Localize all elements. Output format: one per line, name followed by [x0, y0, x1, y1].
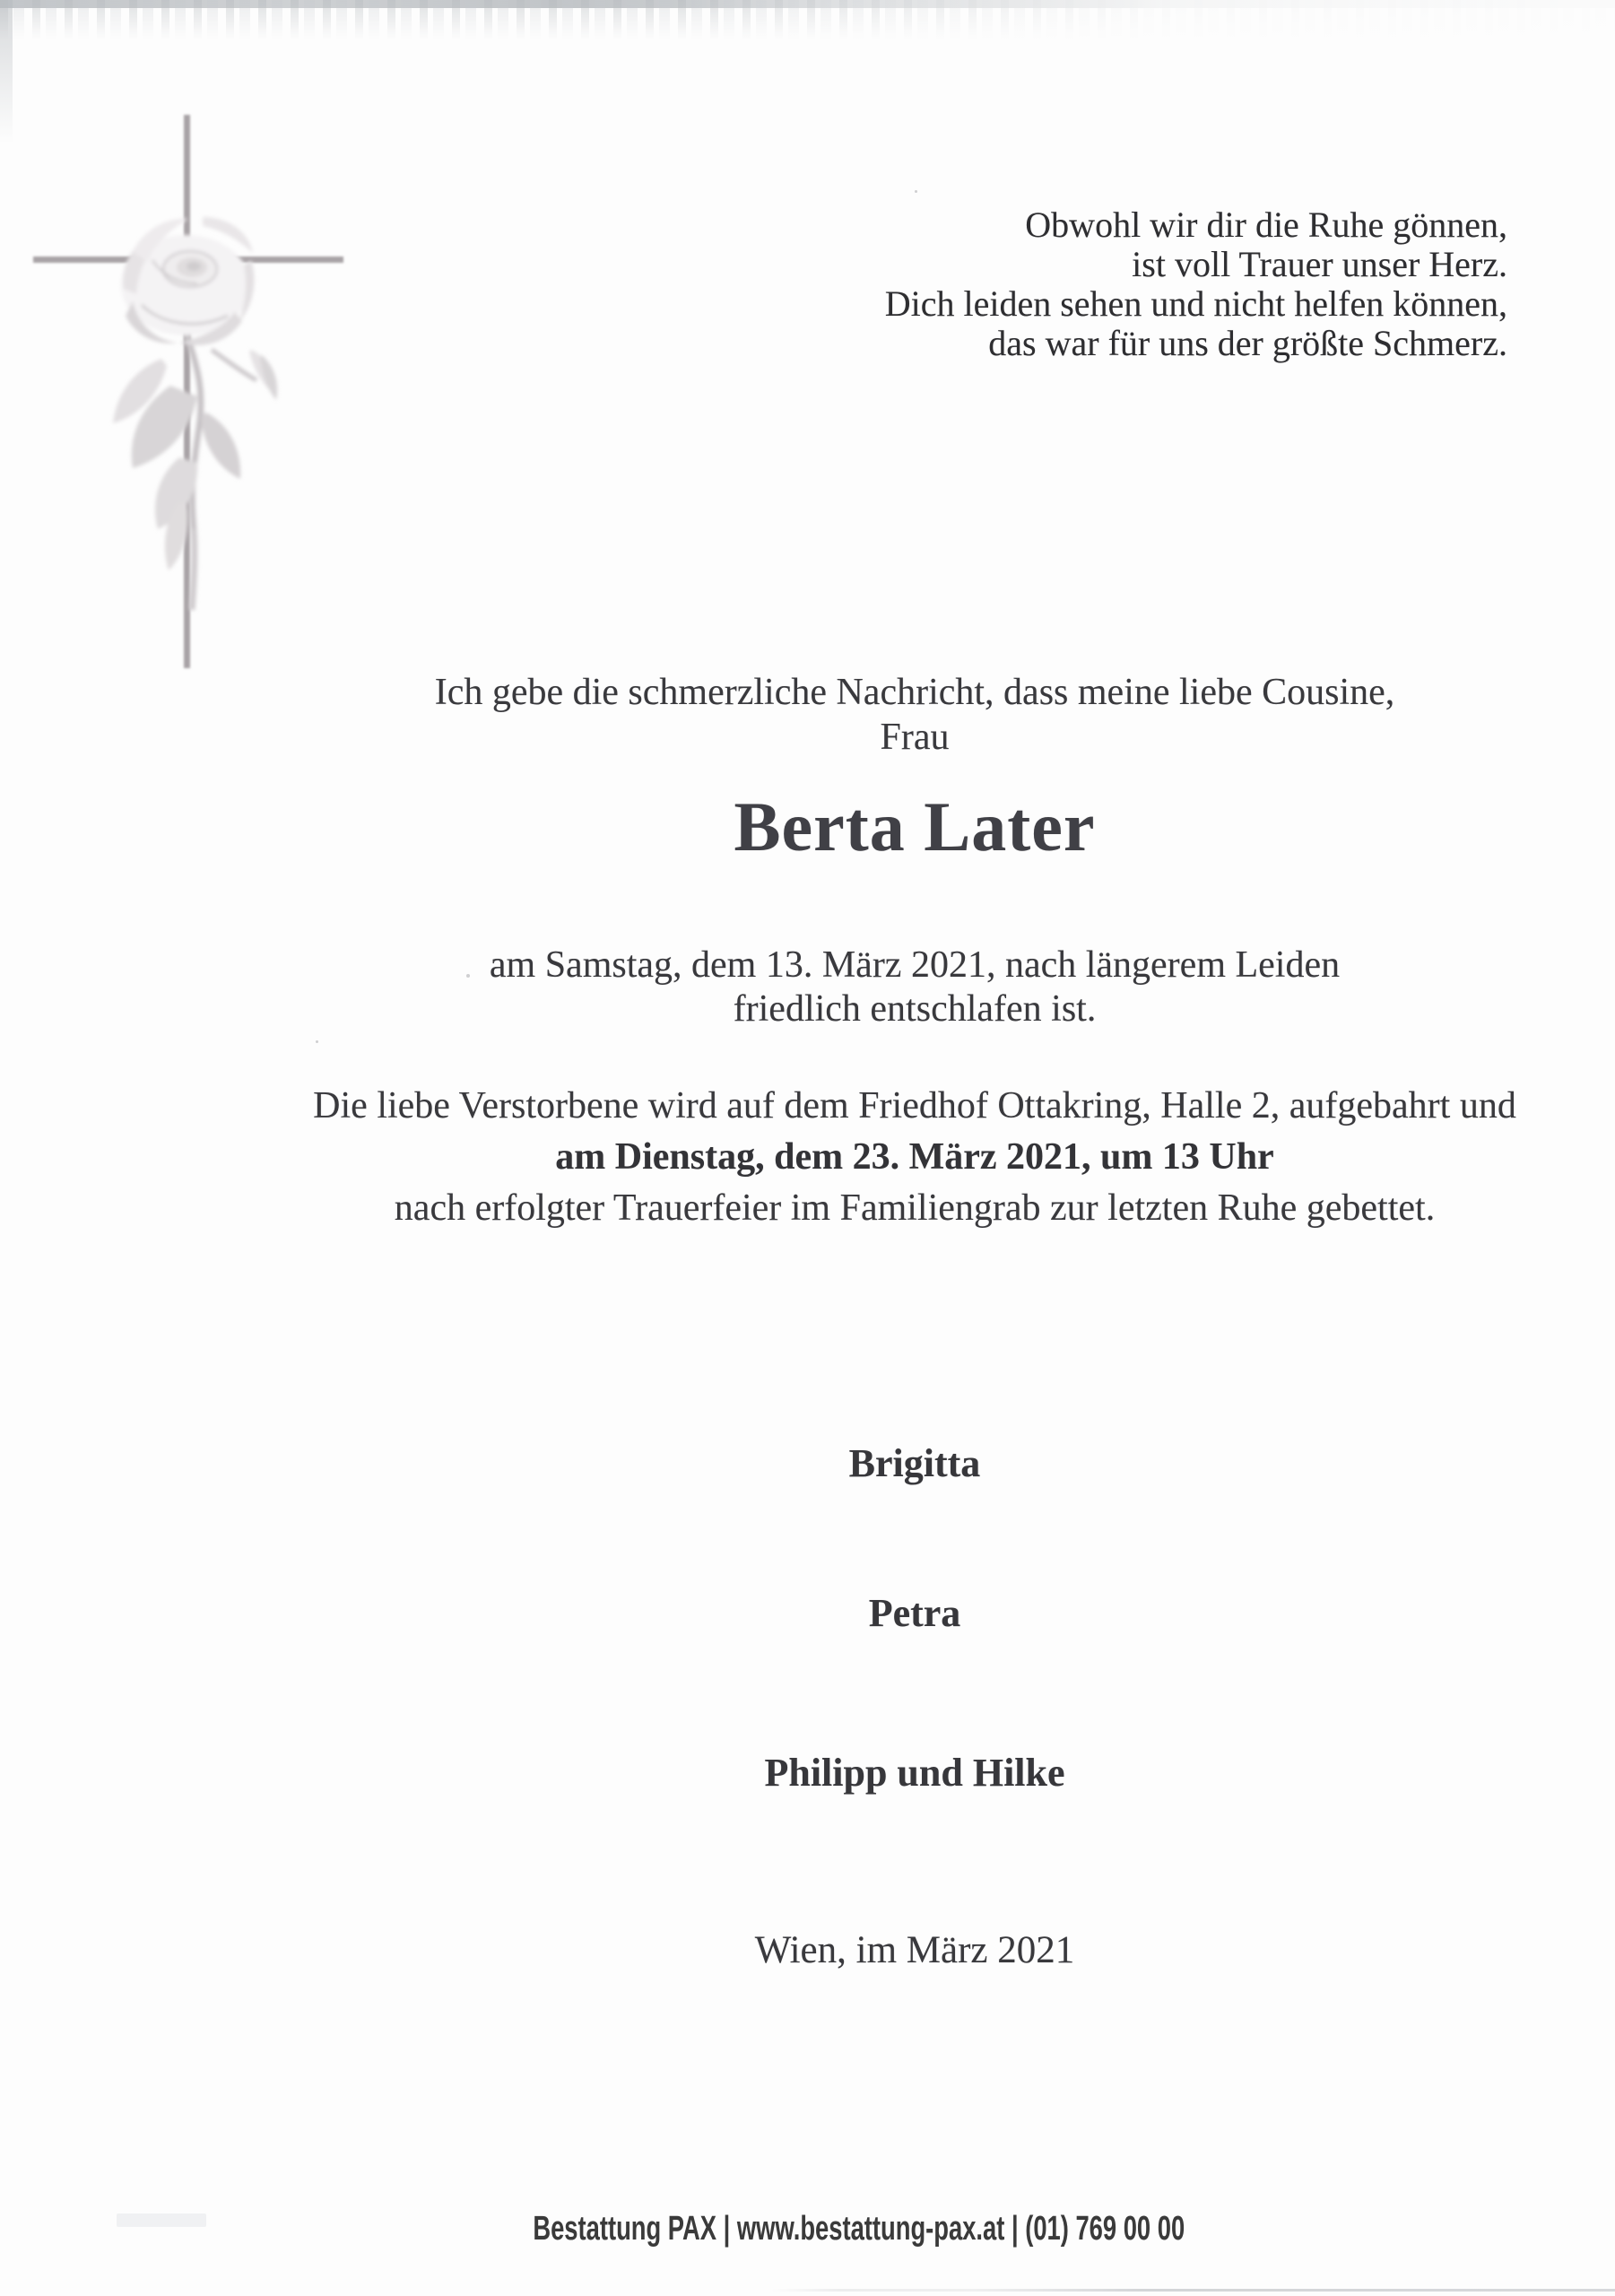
funeral-notice: [215, 1081, 1614, 1234]
scan-artifact-top-fade: [0, 0, 1615, 43]
white-rose-icon: [113, 217, 277, 610]
scan-artifact-bottom-line: [771, 2289, 1615, 2292]
place-and-date: Wien, im März 2021: [754, 1929, 1075, 1971]
scan-speck: [316, 1040, 318, 1043]
death-notice-line: friedlich entschlafen ist.: [733, 988, 1097, 1030]
funeral-notice-line: Die liebe Verstorbene wird auf dem Friedhof Ottakring, Halle 2, aufgebahrt und: [313, 1085, 1516, 1126]
funeral-date-time: am Dienstag, dem 23. März 2021, um 13 Uhr: [555, 1136, 1274, 1178]
announcement: [215, 670, 1614, 760]
funeral-home-footer: [103, 2210, 1615, 2248]
mourner-name: Petra: [868, 1591, 961, 1635]
death-notice: [215, 944, 1614, 1031]
memorial-verse-line: ist voll Trauer unser Herz.: [1132, 244, 1507, 284]
mourner-name: Brigitta: [848, 1441, 981, 1485]
deceased-name: Berta Later: [734, 787, 1096, 865]
mourner-name: Philipp und Hilke: [764, 1751, 1065, 1795]
memorial-verse: [754, 205, 1507, 363]
announcement-salutation: Frau: [880, 717, 950, 758]
death-notice-line: am Samstag, dem 13. März 2021, nach längerem Leiden: [489, 944, 1341, 986]
memorial-verse-line: Dich leiden sehen und nicht helfen können,: [884, 283, 1507, 324]
cross-icon: [33, 115, 343, 668]
funeral-home-contact: Bestattung PAX | www.bestattung-pax.at | (01) 769 00 00: [533, 2210, 1185, 2248]
cross-and-white-rose-illustration: [27, 81, 386, 709]
memorial-verse-line: Obwohl wir dir die Ruhe gönnen,: [1025, 204, 1507, 245]
memorial-verse-line: das war für uns der größte Schmerz.: [988, 323, 1507, 363]
funeral-notice-line: nach erfolgter Trauerfeier im Familiengrab zur letzten Ruhe gebettet.: [394, 1187, 1436, 1229]
scan-artifact-left-edge: [0, 0, 13, 144]
scan-speck: [915, 190, 917, 193]
announcement-line: Ich gebe die schmerzliche Nachricht, dass meine liebe Cousine,: [434, 672, 1395, 713]
